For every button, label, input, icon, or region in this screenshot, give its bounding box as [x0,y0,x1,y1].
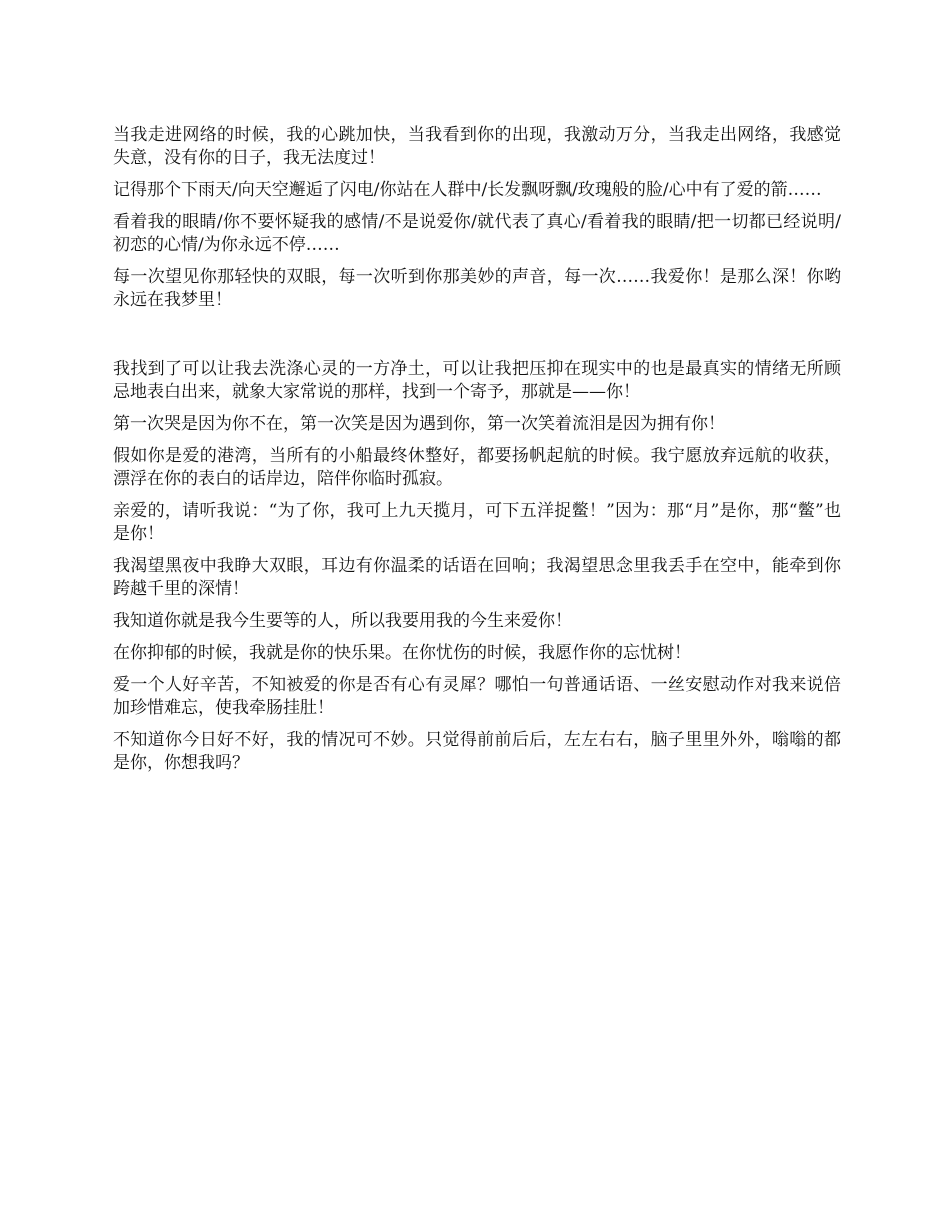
paragraph: 第一次哭是因为你不在，第一次笑是因为遇到你，第一次笑着流泪是因为拥有你！ [113,414,725,434]
paragraph: 在你抑郁的时候，我就是你的快乐果。在你忧伤的时候，我愿作你的忘忧树！ [113,643,691,663]
paragraph: 假如你是爱的港湾，当所有的小船最终休整好，都要扬帆起航的时候。我宁愿放弃远航的收获，漂浮在你的表白的话岸边，陪伴你临时孤寂。 [113,446,841,489]
paragraph: 爱一个人好辛苦，不知被爱的你是否有心有灵犀？哪怕一句普通话语、一丝安慰动作对我来说倍加珍惜难忘，使我牵肠挂肚！ [113,675,841,718]
section-gap [113,321,841,358]
paragraph: 我找到了可以让我去洗涤心灵的一方净土，可以让我把压抑在现实中的也是最真实的情绪无所顾忌地表白出来，就象大家常说的那样，找到一个寄予，那就是——你！ [113,359,841,402]
document-page [113,124,841,784]
paragraph: 记得那个下雨天/向天空邂逅了闪电/你站在人群中/长发飘呀飘/玫瑰般的脸/心中有了爱的箭…… [113,180,822,200]
paragraph: 看着我的眼睛/你不要怀疑我的感情/不是说爱你/就代表了真心/看着我的眼睛/把一切都已经说明/初恋的心情/为你永远不停…… [113,212,841,255]
paragraph: 当我走进网络的时候，我的心跳加快，当我看到你的出现，我激动万分，当我走出网络，我感觉失意，没有你的日子，我无法度过！ [113,125,841,168]
paragraph: 我渴望黑夜中我睁大双眼，耳边有你温柔的话语在回响；我渴望思念里我丢手在空中，能牵到你跨越千里的深情！ [113,556,841,599]
paragraph: 我知道你就是我今生要等的人，所以我要用我的今生来爱你！ [113,611,572,631]
paragraph: 亲爱的，请听我说：“为了你，我可上九天揽月，可下五洋捉鳖！”因为：那“月”是你，那“鳖”也是你！ [113,501,841,544]
paragraph: 每一次望见你那轻快的双眼，每一次听到你那美妙的声音，每一次……我爱你！是那么深！你哟永远在我梦里！ [113,267,841,310]
paragraph: 不知道你今日好不好，我的情况可不妙。只觉得前前后后，左左右右，脑子里里外外，嗡嗡的都是你，你想我吗？ [113,730,841,773]
